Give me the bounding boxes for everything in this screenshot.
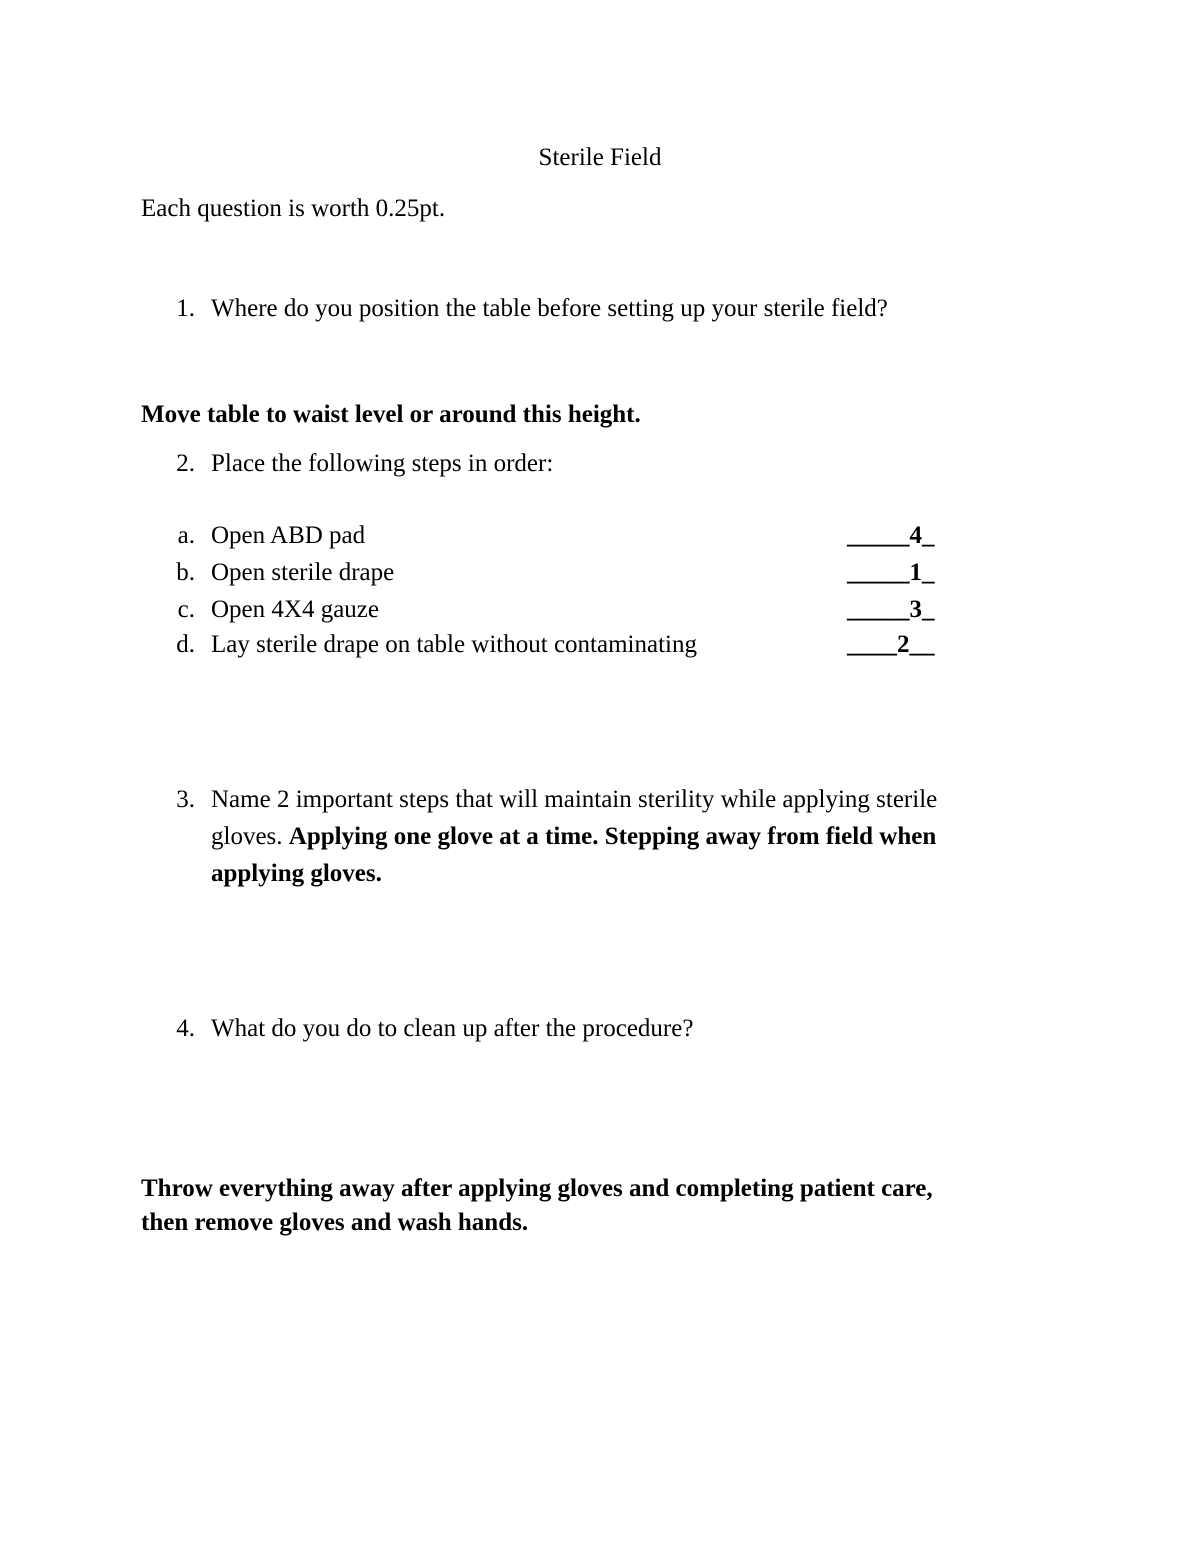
question-2-number: 2.: [176, 450, 195, 477]
question-1-number: 1.: [176, 295, 195, 322]
list-item-letter: c.: [177, 596, 195, 623]
question-4-number: 4.: [176, 1015, 195, 1042]
page-title: Sterile Field: [538, 144, 662, 171]
question-3-answer-line2: applying gloves.: [211, 860, 382, 887]
question-3-text-line2: [211, 824, 936, 849]
list-item-answer: _____4_: [847, 522, 935, 549]
question-3-number: 3.: [176, 786, 195, 813]
list-item-letter: d.: [176, 631, 195, 658]
list-item-text: Open ABD pad: [211, 522, 366, 549]
list-item-text: Open sterile drape: [211, 559, 395, 586]
question-1-answer: Move table to waist level or around this height.: [141, 401, 641, 428]
question-4-answer-line1: Throw everything away after applying gloves and completing patient care,: [141, 1175, 933, 1202]
list-item-letter: a.: [177, 522, 195, 549]
question-4-answer-line2: then remove gloves and wash hands.: [141, 1209, 529, 1236]
list-item-answer: _____1_: [847, 559, 935, 586]
question-3-text-line1: Name 2 important steps that will maintain sterility while applying sterile: [211, 786, 938, 813]
question-2-text: Place the following steps in order:: [211, 450, 554, 477]
list-item-answer: ____2__: [847, 631, 935, 658]
question-4-text: What do you do to clean up after the procedure?: [211, 1015, 694, 1042]
list-item-text: Lay sterile drape on table without contaminating: [211, 631, 697, 658]
question-1-text: Where do you position the table before setting up your sterile field?: [211, 295, 888, 322]
list-item-answer: _____3_: [847, 596, 935, 623]
question-3-text-line2-prompt: gloves.: [211, 823, 283, 850]
list-item-letter: b.: [176, 559, 195, 586]
intro-text: Each question is worth 0.25pt.: [141, 195, 446, 222]
list-item-text: Open 4X4 gauze: [211, 596, 379, 623]
question-3-answer-line1: Applying one glove at a time. Stepping away from field when: [288, 823, 937, 850]
